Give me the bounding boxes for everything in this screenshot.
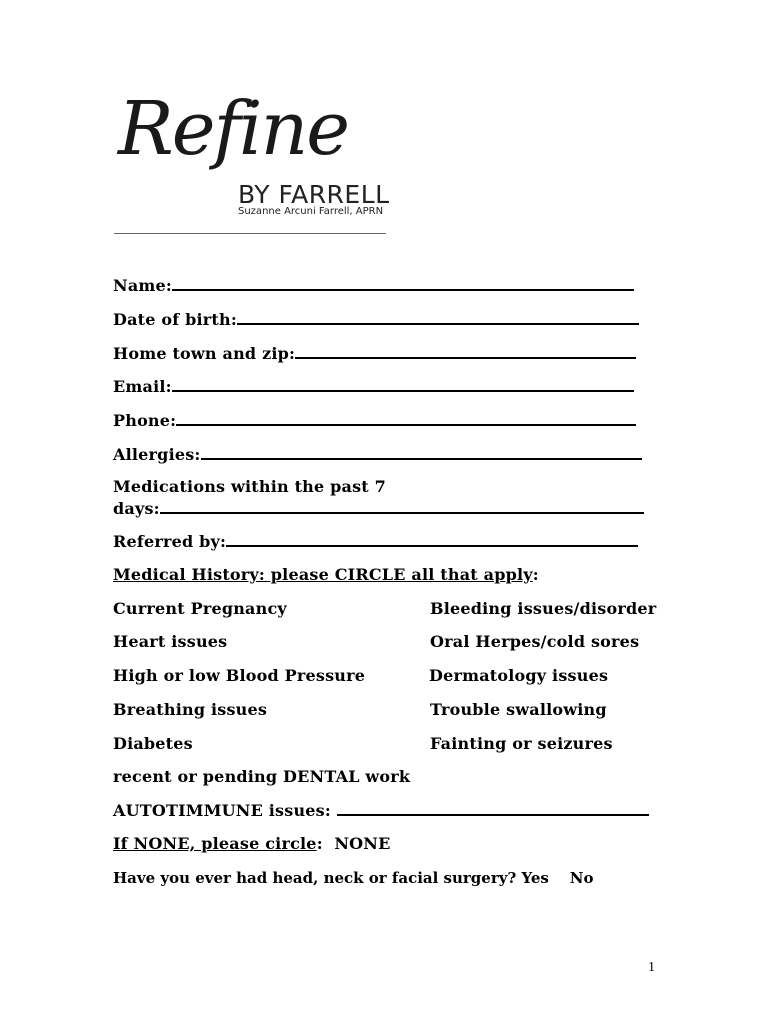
logo-subtitle: Suzanne Arcuni Farrell, APRN (238, 206, 384, 217)
none-prompt: If NONE, please circle (113, 834, 317, 853)
condition-blood-pressure[interactable]: High or low Blood Pressure (113, 666, 366, 685)
hometown-blank[interactable] (295, 343, 636, 359)
phone-field[interactable] (113, 410, 636, 431)
medications-label-line2: days: (113, 499, 160, 518)
allergies-blank[interactable] (201, 444, 642, 460)
none-value[interactable]: NONE (334, 834, 391, 853)
referred-label: Referred by: (113, 532, 227, 551)
none-colon: : (316, 834, 323, 853)
surgery-question-text[interactable]: Have you ever had head, neck or facial surgery? Yes (113, 869, 549, 887)
autoimmune-field[interactable] (113, 800, 649, 821)
logo-script: Refine (118, 86, 349, 172)
name-blank[interactable] (172, 275, 634, 291)
surgery-question (113, 868, 593, 888)
condition-fainting-seizures[interactable]: Fainting or seizures (430, 734, 613, 753)
condition-bleeding-issues[interactable]: Bleeding issues/disorder (430, 599, 657, 618)
email-field[interactable] (113, 376, 634, 397)
medical-history-heading (113, 565, 539, 585)
email-label: Email: (113, 377, 172, 396)
hometown-field[interactable] (113, 343, 636, 364)
medical-history-colon: : (532, 565, 539, 584)
medications-blank[interactable] (160, 498, 644, 514)
allergies-label: Allergies: (113, 445, 201, 464)
allergies-field[interactable] (113, 444, 642, 465)
medical-history-title: Medical History: please CIRCLE all that apply (113, 565, 533, 584)
condition-breathing-issues[interactable]: Breathing issues (113, 700, 268, 719)
condition-dermatology[interactable]: Dermatology issues (429, 666, 609, 685)
autoimmune-label: AUTOTIMMUNE issues: (113, 801, 331, 820)
condition-oral-herpes[interactable]: Oral Herpes/cold sores (430, 632, 640, 651)
dob-field[interactable] (113, 309, 639, 330)
logo-brand: BY FARRELL (238, 180, 390, 209)
name-label: Name: (113, 276, 173, 295)
email-blank[interactable] (172, 376, 634, 392)
page-number: 1 (648, 960, 655, 975)
condition-heart-issues[interactable]: Heart issues (113, 632, 228, 651)
hometown-label: Home town and zip: (113, 344, 296, 363)
autoimmune-blank[interactable] (337, 800, 649, 816)
medications-field[interactable] (113, 498, 644, 519)
condition-current-pregnancy[interactable]: Current Pregnancy (113, 599, 287, 618)
referred-field[interactable] (113, 531, 638, 552)
referred-blank[interactable] (226, 531, 638, 547)
surgery-no-option[interactable]: No (569, 869, 594, 887)
condition-dental-work[interactable]: recent or pending DENTAL work (113, 767, 411, 786)
dob-blank[interactable] (237, 309, 639, 325)
phone-blank[interactable] (176, 410, 636, 426)
dob-label: Date of birth: (113, 310, 237, 329)
phone-label: Phone: (113, 411, 177, 430)
logo-divider (114, 233, 386, 234)
condition-diabetes[interactable]: Diabetes (113, 734, 193, 753)
name-field[interactable] (113, 275, 634, 296)
condition-trouble-swallowing[interactable]: Trouble swallowing (430, 700, 607, 719)
none-option[interactable] (113, 834, 391, 854)
medications-label-line1: Medications within the past 7 (113, 477, 387, 496)
